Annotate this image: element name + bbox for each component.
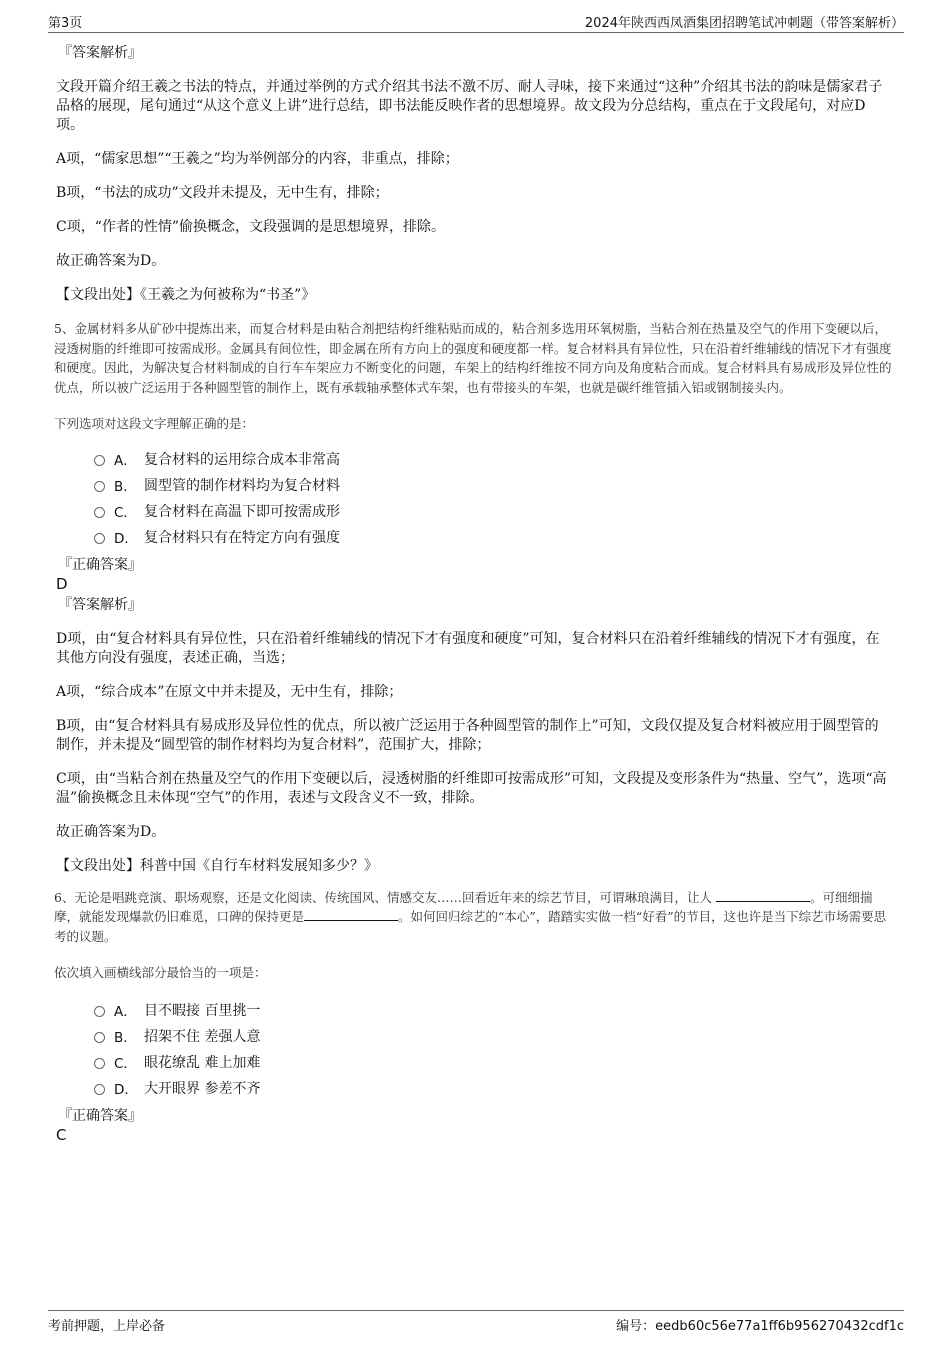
q4-option-a-analysis: A项，“儒家思想”“王羲之”均为举例部分的内容，非重点，排除； [56, 151, 459, 167]
page-header [48, 10, 904, 33]
radio-button[interactable] [94, 455, 105, 466]
q5-stem: 5、金属材料多从矿砂中提炼出来，而复合材料是由粘合剂把结构纤维粘贴而成的，粘合剂多选用环氧树脂，当粘合剂在热量及空气的作用下变硬以后，浸透树脂的纤维即可按需成形。金属具有间位性，即金属在所有方向上的强度和硬度都一样。复合材料具有异位性，只在沿着纤维辅线的情况下才有强度和硬度。因此，为解决复合材料制成的自行车车架应力不断变化的问题，车架上的结构纤维按不同方向及角度粘合而成。复合材料具有易成形及异位性的优点，所以被广泛运用于各种圆型管的制作上，既有承载轴承整体式车架，也有带接头的车架，也就是碳纤维管插入铝或钢制接头内。 [54, 321, 892, 395]
q6-option-c[interactable]: C． 眼花缭乱 难上加难 [94, 1049, 892, 1075]
footer-slogan: 考前押题，上岸必备 [48, 1319, 166, 1334]
q5-prompt: 下列选项对这段文字理解正确的是： [54, 416, 255, 431]
q4-analysis-text: 文段开篇介绍王羲之书法的特点，并通过举例的方式介绍其书法不激不厉、耐人寻味，接下来通过“这种”介绍其书法的韵味是儒家君子品格的展现，尾句通过“从这个意义上讲”进行总结，即书法能反映作者的思想境界。故文段为分总结构，重点在于文段尾句，对应D项。 [56, 79, 883, 133]
q6-stem: 6、无论是唱跳竞演、职场观察，还是文化阅读、传统国风、情感交友……回看近年来的综艺节目，可谓琳琅满目，让人 。可细细揣摩，就能发现爆款仍旧难觅，口碑的保持更是 。如何回归综艺的“本心”，踏踏实实做一档“好看”的节目，这也许是当下综艺市场需要思考的议题。 [54, 889, 887, 944]
q4-analysis-label: 『答案解析』 [58, 45, 142, 61]
q6-option-d[interactable]: D． 大开眼界 参差不齐 [94, 1075, 892, 1101]
q5-option-b[interactable]: B． 圆型管的制作材料均为复合材料 [94, 472, 892, 498]
fill-blank-1 [716, 889, 810, 902]
q5-correct-label: 『正确答案』 [58, 556, 142, 573]
q6-options [94, 997, 892, 1101]
q4-option-c-analysis: C项，“作者的性情”偷换概念，文段强调的是思想境界，排除。 [56, 219, 446, 235]
radio-button[interactable] [94, 507, 105, 518]
radio-button[interactable] [94, 1006, 105, 1017]
q5-option-a[interactable]: A． 复合材料的运用综合成本非常高 [94, 446, 892, 472]
document-title: 2024年陕西西凤酒集团招聘笔试冲刺题（带答案解析） [584, 16, 904, 31]
q5-analysis-c: C项，由“当粘合剂在热量及空气的作用下变硬以后，浸透树脂的纤维即可按需成形”可知，文段提及变形条件为“热量、空气”，选项“高温”偷换概念且未体现“空气”的作用，表述与文段含义不一致，排除。 [56, 770, 887, 806]
q5-analysis-a: A项，“综合成本”在原文中并未提及，无中生有，排除； [56, 683, 403, 700]
fill-blank-2 [304, 908, 398, 921]
q5-source: 【文段出处】科普中国《自行车材料发展知多少？》 [56, 857, 378, 874]
q5-analysis-b: B项，由“复合材料具有易成形及异位性的优点，所以被广泛运用于各种圆型管的制作上”可知，文段仅提及复合材料被应用于圆型管的制作，并未提及“圆型管的制作材料均为复合材料”，范围扩大，排除； [56, 717, 879, 753]
q5-option-c[interactable]: C． 复合材料在高温下即可按需成形 [94, 498, 892, 524]
q5-conclusion: 故正确答案为D。 [56, 823, 166, 840]
q4-option-b-analysis: B项，“书法的成功”文段并未提及，无中生有，排除； [56, 185, 389, 201]
q5-analysis-label: 『答案解析』 [58, 596, 142, 613]
q5-correct-answer: D [56, 574, 68, 593]
page-content [56, 44, 892, 1145]
q5-analysis-d: D项，由“复合材料具有异位性，只在沿着纤维辅线的情况下才有强度和硬度”可知，复合材料只在沿着纤维辅线的情况下才有强度，在其他方向没有强度，表述正确，当选； [56, 630, 880, 666]
radio-button[interactable] [94, 1084, 105, 1095]
q5-options [94, 446, 892, 550]
radio-button[interactable] [94, 1058, 105, 1069]
q6-correct-answer: C [56, 1125, 67, 1144]
page-number: 第3页 [48, 16, 83, 31]
q6-correct-label: 『正确答案』 [58, 1107, 142, 1124]
document-code: 编号：eedb60c56e77a1ff6b956270432cdf1c [616, 1319, 904, 1334]
q4-source: 【文段出处】《王羲之为何被称为“书圣”》 [56, 287, 316, 303]
radio-button[interactable] [94, 1032, 105, 1043]
q4-conclusion: 故正确答案为D。 [56, 253, 166, 269]
q5-option-d[interactable]: D． 复合材料只有在特定方向有强度 [94, 524, 892, 550]
radio-button[interactable] [94, 533, 105, 544]
radio-button[interactable] [94, 481, 105, 492]
q6-option-b[interactable]: B． 招架不住 差强人意 [94, 1023, 892, 1049]
q6-prompt: 依次填入画横线部分最恰当的一项是： [54, 965, 267, 980]
q6-option-a[interactable]: A． 目不暇接 百里挑一 [94, 997, 892, 1023]
page-footer [48, 1310, 904, 1335]
